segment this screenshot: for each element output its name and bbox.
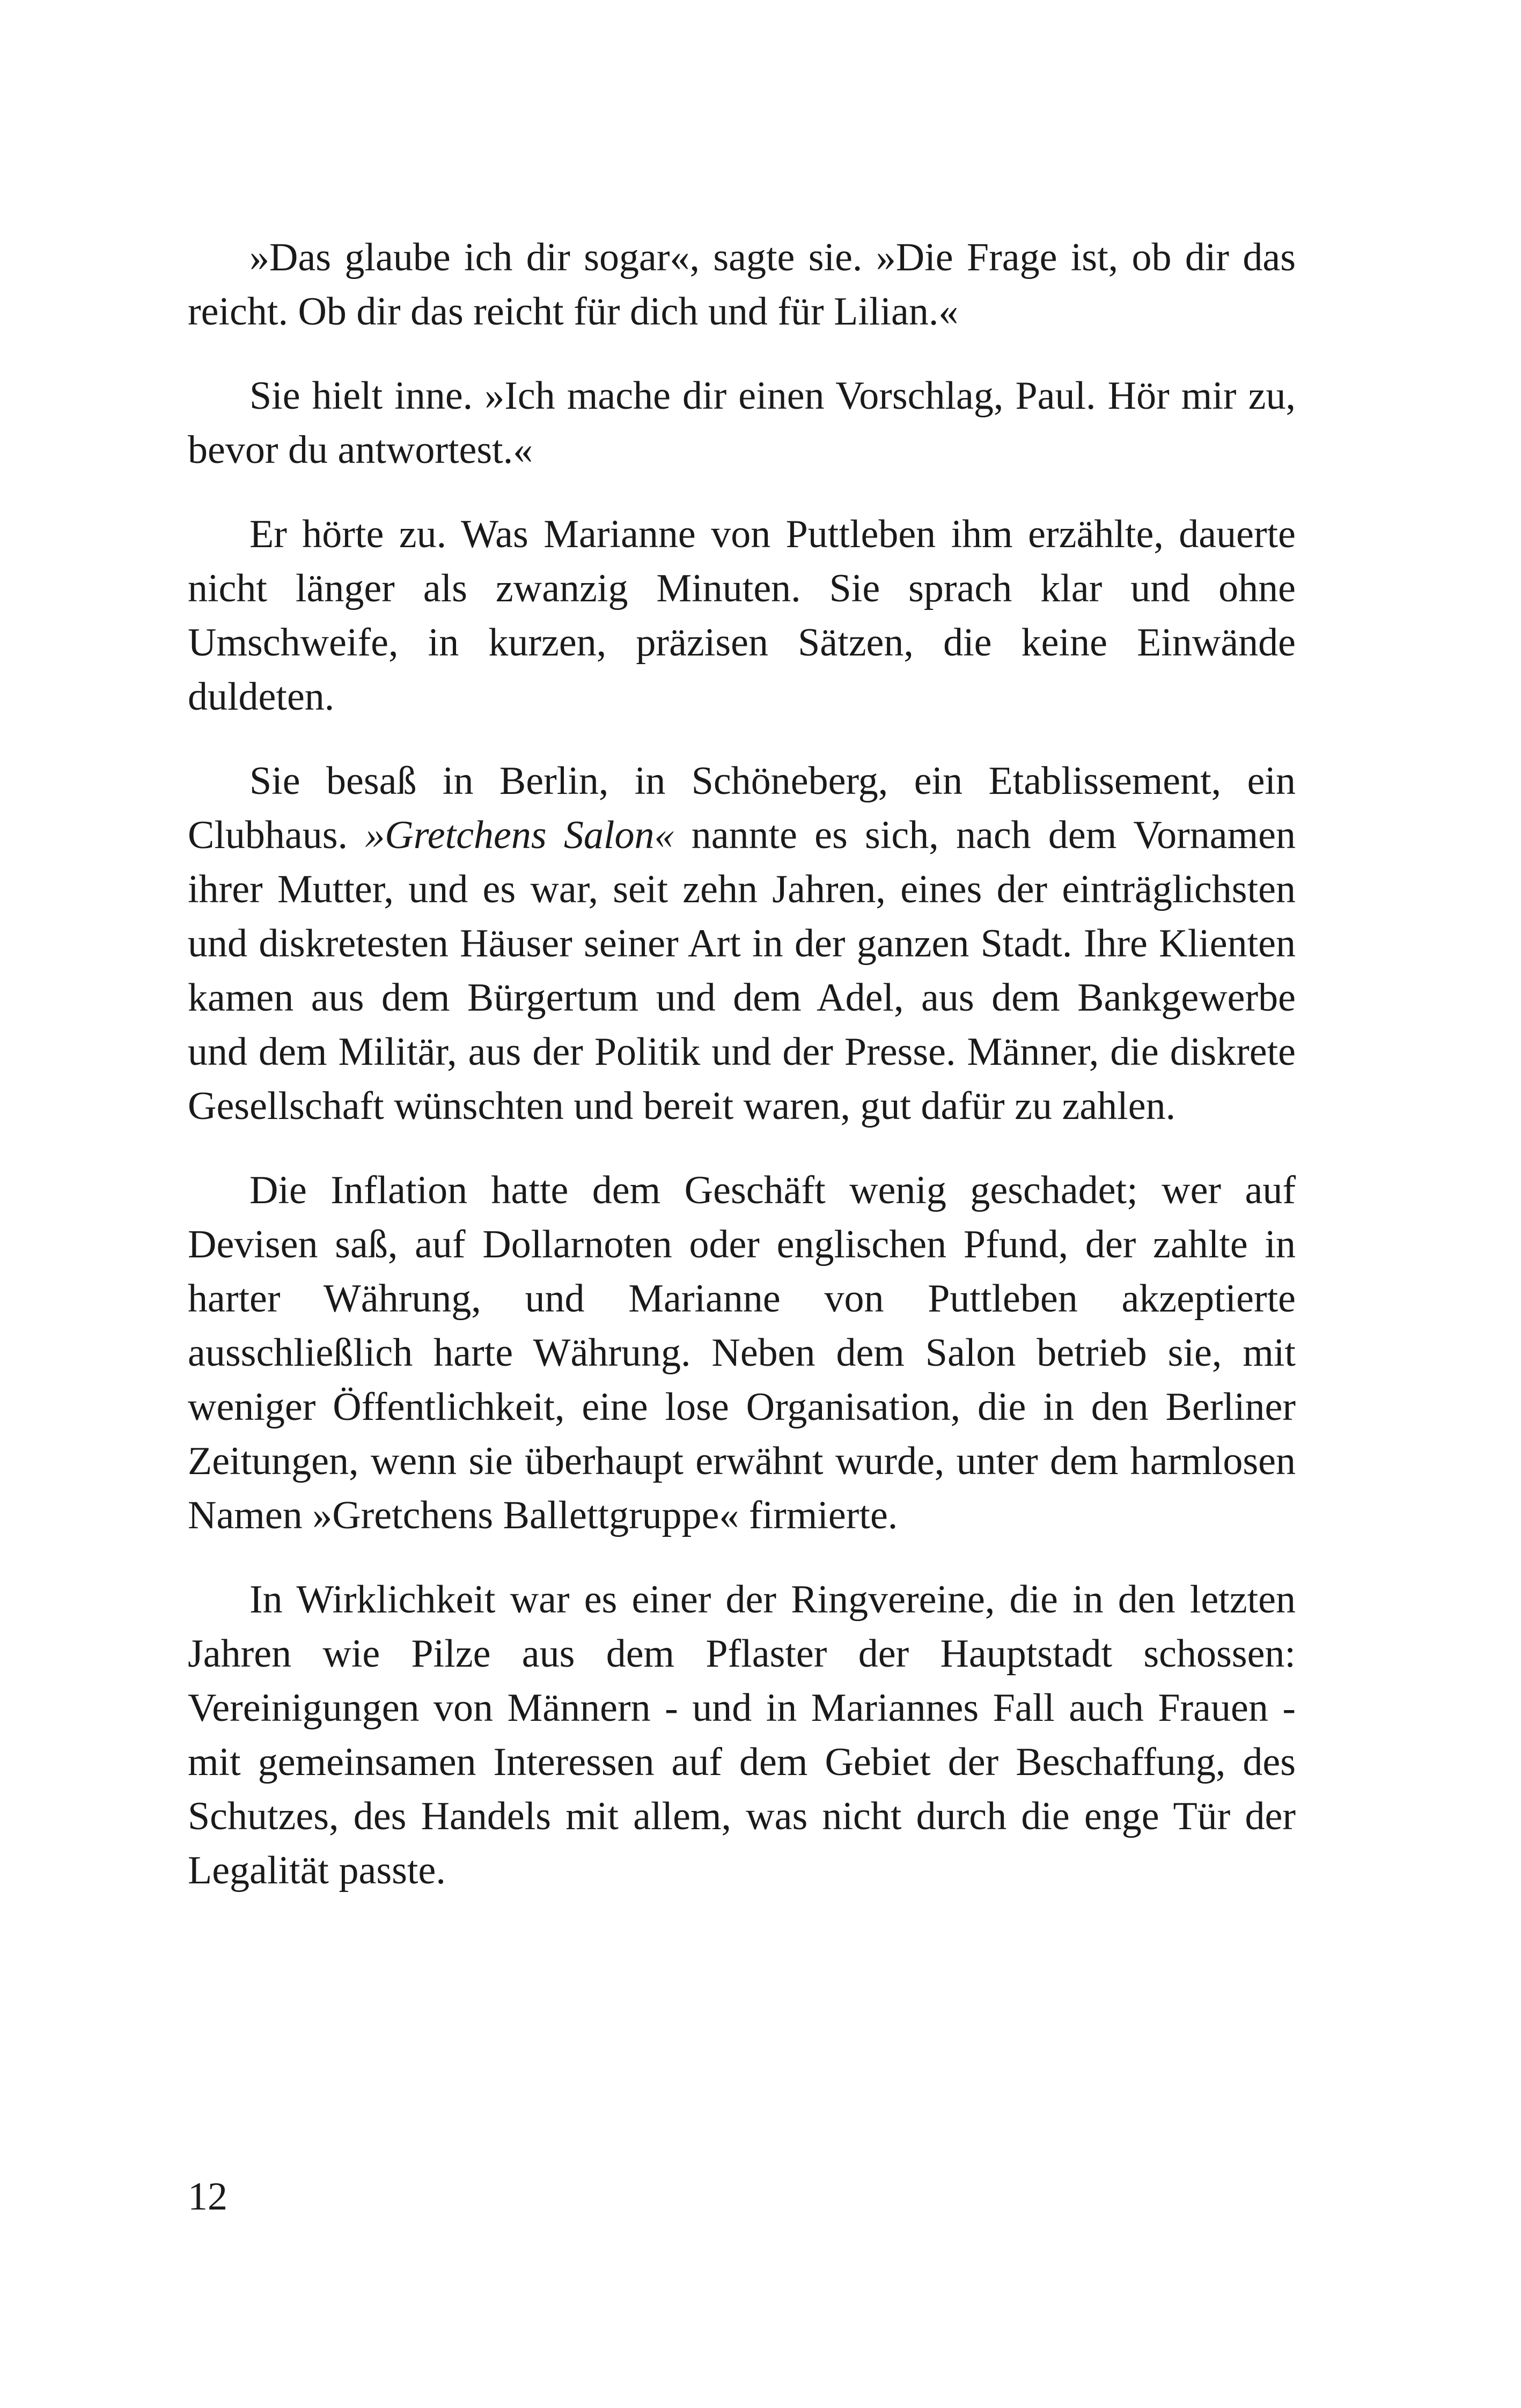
paragraph-2: Sie hielt inne. »Ich mache dir einen Vorschlag, Paul. Hör mir zu, bevor du antwortest.« xyxy=(188,374,1296,472)
page-number: 12 xyxy=(188,2175,227,2219)
paragraph-4-text-after: nannte es sich, nach dem Vornamen ihrer Mutter, und es war, seit zehn Jahren, eines der einträglichsten und diskretesten Häuser seiner Art in der ganzen Stadt. Ihre Klienten kamen aus dem Bürgertum und dem Adel, aus dem Bankgewerbe und dem Militär, aus der Politik und der Presse. Männer, die diskrete Gesellschaft wünschten und bereit waren, gut dafür zu zahlen. xyxy=(188,813,1296,1128)
paragraph-6: In Wirklichkeit war es einer der Ringvereine, die in den letzten Jahren wie Pilze aus dem Pflaster der Hauptstadt schossen: Vereinigungen von Männern - und in Mariannes Fall auch Frauen - mit gemeinsamen Interessen auf dem Gebiet der Beschaffung, des Schutzes, des Handels mit allem, was nicht durch die enge Tür der Legalität passte. xyxy=(188,1578,1296,1892)
paragraph-3: Er hörte zu. Was Marianne von Puttleben ihm erzählte, dauerte nicht länger als zwanzig Minuten. Sie sprach klar und ohne Umschweife, in kurzen, präzisen Sätzen, die keine Einwände duldeten. xyxy=(188,512,1296,719)
paragraph-4-text-before: Sie besaß in Berlin, in Schöneberg, ein Etablissement, ein Clubhaus. xyxy=(188,759,1296,857)
paragraph-4 xyxy=(188,754,1296,1133)
salon-name-italic: »Gretchens Salon« xyxy=(365,813,674,857)
paragraph-5: Die Inflation hatte dem Geschäft wenig geschadet; wer auf Devisen saß, auf Dollarnoten oder englischen Pfund, der zahlte in harter Währung, und Marianne von Puttleben akzeptierte ausschließlich harte Währung. Neben dem Salon betrieb sie, mit weniger Öffentlichkeit, eine lose Organisation, die in den Berliner Zeitungen, wenn sie überhaupt erwähnt wurde, unter dem harmlosen Namen »Gretchens Ballettgruppe« firmierte. xyxy=(188,1168,1296,1537)
paragraph-1: »Das glaube ich dir sogar«, sagte sie. »Die Frage ist, ob dir das reicht. Ob dir das reicht für dich und für Lilian.« xyxy=(188,235,1296,334)
body-text xyxy=(188,231,1296,1898)
